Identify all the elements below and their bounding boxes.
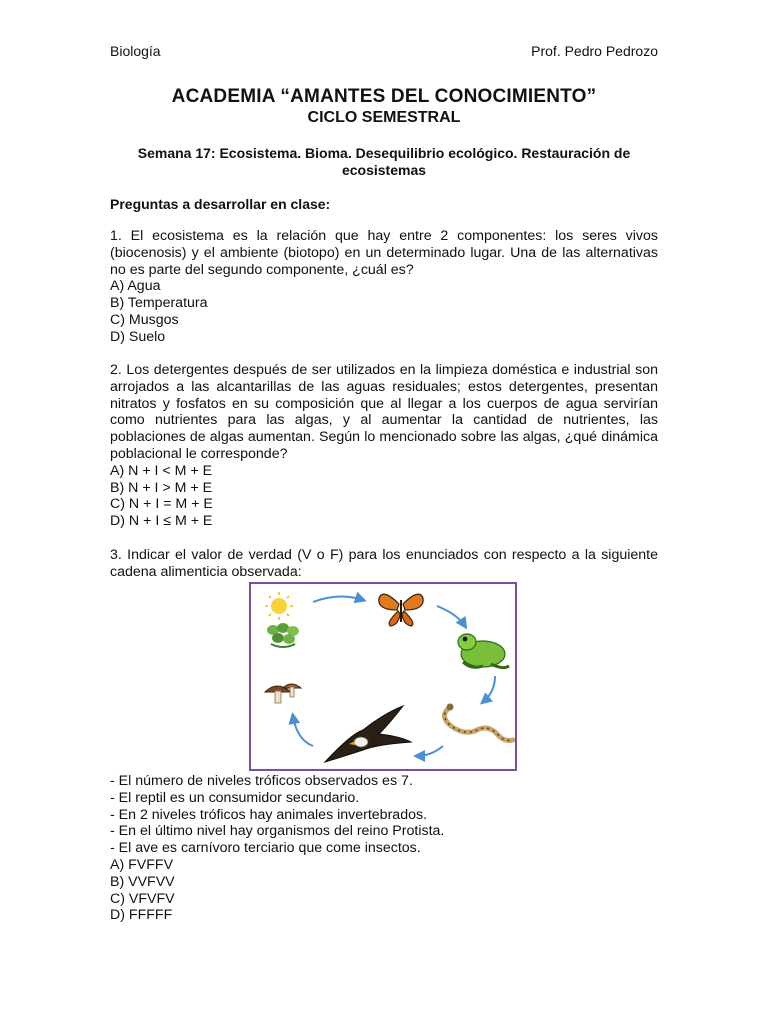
sun-icon (265, 592, 293, 620)
question-3-text: 3. Indicar el valor de verdad (V o F) para los enunciados con respecto a la siguiente cadena alimenticia observada: (110, 547, 658, 580)
document-subtitle: CICLO SEMESTRAL (307, 109, 461, 126)
question-1-option-d: D) Suelo (110, 328, 166, 345)
question-2-option-d: D) N + I ≤ M + E (110, 513, 213, 530)
question-1-option-c: C) Musgos (110, 311, 179, 328)
week-heading-line2: ecosistemas (341, 162, 427, 178)
question-2-option-c: C) N + I = M + E (110, 496, 213, 513)
question-2-text: 2. Los detergentes después de ser utilizados en la limpieza doméstica e industrial son arrojados a las alcantarillas de las aguas residuales; estos detergentes, presentan nitratos y fosfatos en su composición que al llegar a los cuerpos de agua servirían como nutrientes para las algas, y al aumentar la cantidad de nutrientes, las poblaciones de algas aumentan. Según lo mencionado sobre las algas, ¿qué dinámica poblacional le corresponde? (110, 362, 658, 462)
mushroom-icon (265, 684, 301, 703)
week-heading-line1: Semana 17: Ecosistema. Bioma. Desequilibrio ecológico. Restauración de (137, 145, 631, 161)
question-2-option-b: B) N + I > M + E (110, 479, 213, 496)
question-1-option-a: A) Agua (110, 278, 161, 295)
question-3-option-a: A) FVFFV (110, 856, 174, 873)
question-1 (110, 228, 658, 346)
question-3-option-c: C) VFVFV (110, 890, 175, 907)
frog-icon (458, 634, 509, 668)
plant-icon (267, 623, 299, 647)
question-2-option-a: A) N + I < M + E (110, 462, 213, 479)
food-chain-illustration (251, 584, 515, 769)
week-heading (110, 145, 658, 179)
statement-5: - El ave es carnívoro terciario que come insectos. (110, 840, 421, 857)
question-2 (110, 362, 658, 530)
food-chain-figure (249, 582, 517, 771)
question-3 (110, 547, 658, 581)
question-3-option-b: B) VVFVV (110, 873, 175, 890)
section-title: Preguntas a desarrollar en clase: (110, 196, 331, 212)
header-subject: Biología (110, 43, 161, 59)
eagle-icon (325, 706, 411, 762)
document-title: ACADEMIA “AMANTES DEL CONOCIMIENTO” (171, 86, 597, 107)
statement-3: - En 2 niveles tróficos hay animales invertebrados. (110, 806, 428, 823)
question-3-option-d: D) FFFFF (110, 907, 173, 924)
statement-4: - En el último nivel hay organismos del reino Protista. (110, 823, 445, 840)
statement-1: - El número de niveles tróficos observados es 7. (110, 773, 413, 789)
question-1-option-b: B) Temperatura (110, 295, 208, 312)
header-teacher: Prof. Pedro Pedrozo (531, 43, 658, 59)
question-1-text: 1. El ecosistema es la relación que hay entre 2 componentes: los seres vivos (biocenosis) y el ambiente (biotopo) en un determinado lugar. Una de las alternativas no es parte del segundo componente, ¿cuál es? (110, 228, 658, 278)
butterfly-icon (379, 594, 423, 626)
snake-icon (444, 704, 513, 741)
statement-2: - El reptil es un consumidor secundario. (110, 789, 360, 806)
question-3-statements (110, 773, 658, 924)
